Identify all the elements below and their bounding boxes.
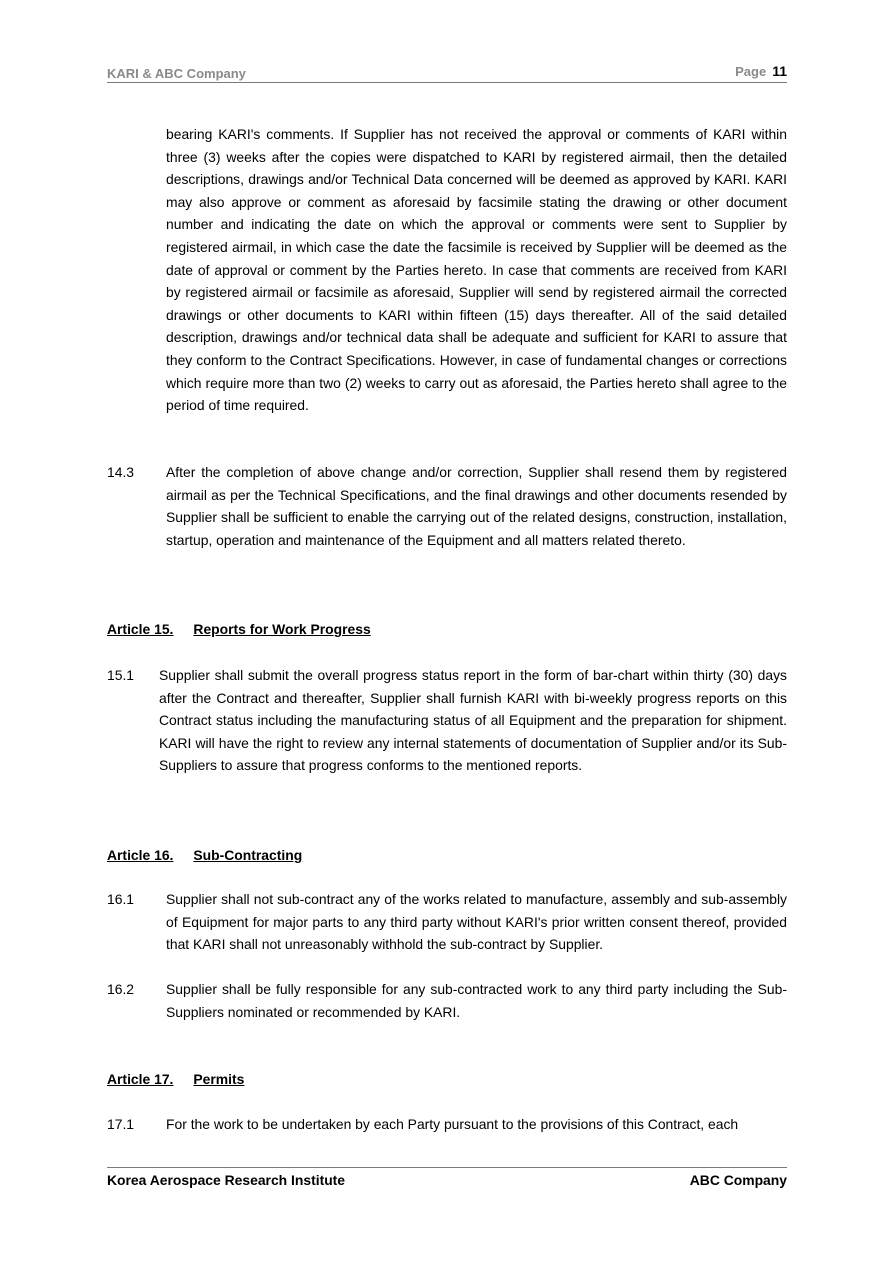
- article-17-heading: [107, 1069, 244, 1089]
- clause-number-14-3: 14.3: [107, 464, 135, 480]
- footer-left-party: Korea Aerospace Research Institute: [107, 1172, 346, 1188]
- page-number: 11: [772, 63, 787, 79]
- article-16-heading: [107, 845, 302, 865]
- article-17-title: Permits: [193, 1071, 245, 1087]
- page-label: Page: [735, 64, 767, 79]
- article-16-label: Article 16.: [107, 847, 174, 863]
- clause-number-16-2: 16.2: [107, 981, 135, 997]
- article-17-label: Article 17.: [107, 1071, 174, 1087]
- article-15-title: Reports for Work Progress: [193, 621, 371, 637]
- continuation-paragraph: bearing KARI's comments. If Supplier has not received the approval or comments of KARI within three (3) weeks after the copies were dispatched to KARI by registered airmail, then the detailed descriptions, drawings and/or Technical Data concerned will be deemed as approved by KARI. KARI may also approve or comment as aforesaid by facsimile stating the drawing or other document number and indicating the date on which the approval or comments were sent to Supplier by registered airmail, in which case the date the facsimile is received by Supplier will be deemed as the date of approval or comment by the Parties hereto. In case that comments are received from KARI by registered airmail or facsimile as aforesaid, Supplier will send by registered airmail the corrected drawings or other documents to KARI within fifteen (15) days thereafter. All of the said detailed description, drawings and/or technical data shall be adequate and sufficient for KARI to assure that they conform to the Contract Specifications. However, in case of fundamental changes or corrections which require more than two (2) weeks to carry out as aforesaid, the Parties hereto shall agree to the period of time required.: [166, 126, 787, 414]
- article-15-heading: [107, 619, 371, 639]
- clause-text-15-1: Supplier shall submit the overall progress status report in the form of bar-chart within thirty (30) days after the Contract and thereafter, Supplier shall furnish KARI with bi-weekly progress reports on this Contract status including the manufacturing status of all Equipment and the preparation for shipment. KARI will have the right to review any internal statements of documentation of Supplier and/or its Sub-Suppliers to assure that progress conforms to the mentioned reports.: [159, 667, 787, 774]
- page-header: [107, 62, 787, 83]
- clause-text-14-3: After the completion of above change and/or correction, Supplier shall resend them by registered airmail as per the Technical Specifications, and the final drawings and other documents resended by Supplier shall be sufficient to enable the carrying out of the related designs, construction, installation, startup, operation and maintenance of the Equipment and all matters related thereto.: [166, 464, 787, 548]
- page-footer: [107, 1167, 787, 1194]
- clause-number-17-1: 17.1: [107, 1116, 135, 1132]
- clause-text-16-1: Supplier shall not sub-contract any of the works related to manufacture, assembly and sub-assembly of Equipment for major parts to any third party without KARI's prior written consent thereof, provided that KARI shall not unreasonably withhold the sub-contract by Supplier.: [166, 891, 787, 953]
- article-15-label: Article 15.: [107, 621, 174, 637]
- article-16-title: Sub-Contracting: [193, 847, 303, 863]
- clause-text-16-2: Supplier shall be fully responsible for any sub-contracted work to any third party including the Sub-Suppliers nominated or recommended by KARI.: [166, 981, 787, 1020]
- header-title: KARI & ABC Company: [107, 66, 246, 81]
- header-page-indicator: [735, 63, 787, 79]
- clause-number-16-1: 16.1: [107, 891, 135, 907]
- clause-text-17-1: For the work to be undertaken by each Party pursuant to the provisions of this Contract, each: [166, 1116, 739, 1132]
- footer-right-party: ABC Company: [689, 1172, 787, 1188]
- clause-number-15-1: 15.1: [107, 667, 135, 683]
